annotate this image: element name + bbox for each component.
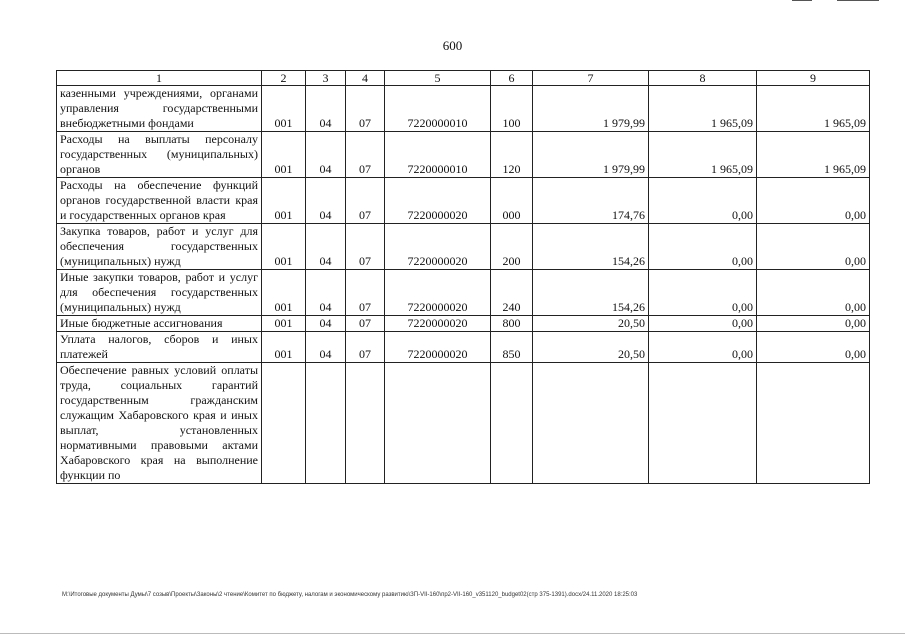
- header-cell: 2: [262, 71, 306, 86]
- cell-col5: 7220000010: [385, 86, 491, 132]
- cell-col4: 07: [346, 316, 385, 332]
- cell-col2: [262, 363, 306, 484]
- cell-col5: 7220000020: [385, 178, 491, 224]
- cell-col8: [649, 363, 757, 484]
- cell-col2: 001: [262, 316, 306, 332]
- cell-col4: 07: [346, 332, 385, 363]
- table-header-row: [57, 71, 870, 86]
- row-name: казенными учреждениями, органами управления государственными внебюджетными фондами: [57, 86, 262, 132]
- table-row: [57, 224, 870, 270]
- header-cell: 8: [649, 71, 757, 86]
- cell-col7: 174,76: [533, 178, 649, 224]
- header-cell: 4: [346, 71, 385, 86]
- header-cell: 7: [533, 71, 649, 86]
- cell-col4: 07: [346, 224, 385, 270]
- budget-table: [56, 70, 870, 484]
- cell-col7: 154,26: [533, 224, 649, 270]
- cell-col5: 7220000020: [385, 332, 491, 363]
- cell-col5: 7220000010: [385, 132, 491, 178]
- cell-col6: 850: [491, 332, 533, 363]
- cell-col7: 20,50: [533, 316, 649, 332]
- cell-col4: 07: [346, 178, 385, 224]
- table-row: [57, 363, 870, 484]
- cell-col9: 0,00: [757, 316, 870, 332]
- cell-col7: 20,50: [533, 332, 649, 363]
- cell-col6: 100: [491, 86, 533, 132]
- table-row: [57, 178, 870, 224]
- header-cell: 6: [491, 71, 533, 86]
- bottom-rule: [0, 633, 905, 634]
- row-name: Расходы на выплаты персоналу государственных (муниципальных) органов: [57, 132, 262, 178]
- cell-col3: 04: [306, 270, 346, 316]
- cell-col9: 0,00: [757, 178, 870, 224]
- cell-col3: 04: [306, 86, 346, 132]
- cell-col2: 001: [262, 270, 306, 316]
- cell-col5: [385, 363, 491, 484]
- table-row: [57, 270, 870, 316]
- cell-col2: 001: [262, 178, 306, 224]
- cell-col7: 1 979,99: [533, 86, 649, 132]
- cell-col5: 7220000020: [385, 270, 491, 316]
- page-number: 600: [442, 38, 463, 53]
- cell-col6: [491, 363, 533, 484]
- cell-col7: 154,26: [533, 270, 649, 316]
- cell-col8: 0,00: [649, 316, 757, 332]
- header-cell: 3: [306, 71, 346, 86]
- corner-mark: [837, 0, 879, 1]
- cell-col4: [346, 363, 385, 484]
- cell-col6: 000: [491, 178, 533, 224]
- cell-col9: 1 965,09: [757, 86, 870, 132]
- cell-col7: [533, 363, 649, 484]
- header-cell: 9: [757, 71, 870, 86]
- cell-col6: 800: [491, 316, 533, 332]
- cell-col8: 0,00: [649, 270, 757, 316]
- table-row: [57, 132, 870, 178]
- cell-col2: 001: [262, 224, 306, 270]
- cell-col3: 04: [306, 224, 346, 270]
- cell-col3: 04: [306, 332, 346, 363]
- cell-col3: 04: [306, 316, 346, 332]
- cell-col2: 001: [262, 332, 306, 363]
- cell-col6: 200: [491, 224, 533, 270]
- table-row: [57, 316, 870, 332]
- table-row: [57, 86, 870, 132]
- corner-mark: [792, 0, 812, 1]
- cell-col6: 240: [491, 270, 533, 316]
- row-name: Уплата налогов, сборов и иных платежей: [57, 332, 262, 363]
- cell-col9: 0,00: [757, 270, 870, 316]
- cell-col3: 04: [306, 132, 346, 178]
- cell-col2: 001: [262, 132, 306, 178]
- cell-col8: 1 965,09: [649, 132, 757, 178]
- cell-col8: 1 965,09: [649, 86, 757, 132]
- cell-col6: 120: [491, 132, 533, 178]
- table-row: [57, 332, 870, 363]
- cell-col8: 0,00: [649, 178, 757, 224]
- cell-col9: 1 965,09: [757, 132, 870, 178]
- cell-col9: 0,00: [757, 332, 870, 363]
- row-name: Обеспечение равных условий оплаты труда, социальных гарантий государственным гражданским служащим Хабаровского края и иных выплат, установленных нормативными правовыми актами Хабаровского края на выполнение функции по: [57, 363, 262, 484]
- document-footer-path: M:\Итоговые документы Думы\7 созыв\Проекты\Законы\2 чтение\Комитет по бюджету, налогам и экономическому развитию\ЗП-VII-160\пр2-VII-160_v351120_budget02(стр 375-1391).docx/24.11.2020 18:25:03: [62, 592, 638, 598]
- cell-col4: 07: [346, 86, 385, 132]
- row-name: Иные бюджетные ассигнования: [57, 316, 262, 332]
- row-name: Закупка товаров, работ и услуг для обеспечения государственных (муниципальных) нужд: [57, 224, 262, 270]
- cell-col9: [757, 363, 870, 484]
- cell-col4: 07: [346, 270, 385, 316]
- cell-col9: 0,00: [757, 224, 870, 270]
- cell-col5: 7220000020: [385, 224, 491, 270]
- row-name: Расходы на обеспечение функций органов государственной власти края и государственных органов края: [57, 178, 262, 224]
- cell-col3: 04: [306, 178, 346, 224]
- cell-col8: 0,00: [649, 224, 757, 270]
- cell-col3: [306, 363, 346, 484]
- header-cell: 1: [57, 71, 262, 86]
- header-cell: 5: [385, 71, 491, 86]
- cell-col5: 7220000020: [385, 316, 491, 332]
- cell-col2: 001: [262, 86, 306, 132]
- cell-col8: 0,00: [649, 332, 757, 363]
- cell-col4: 07: [346, 132, 385, 178]
- row-name: Иные закупки товаров, работ и услуг для обеспечения государственных (муниципальных) нужд: [57, 270, 262, 316]
- cell-col7: 1 979,99: [533, 132, 649, 178]
